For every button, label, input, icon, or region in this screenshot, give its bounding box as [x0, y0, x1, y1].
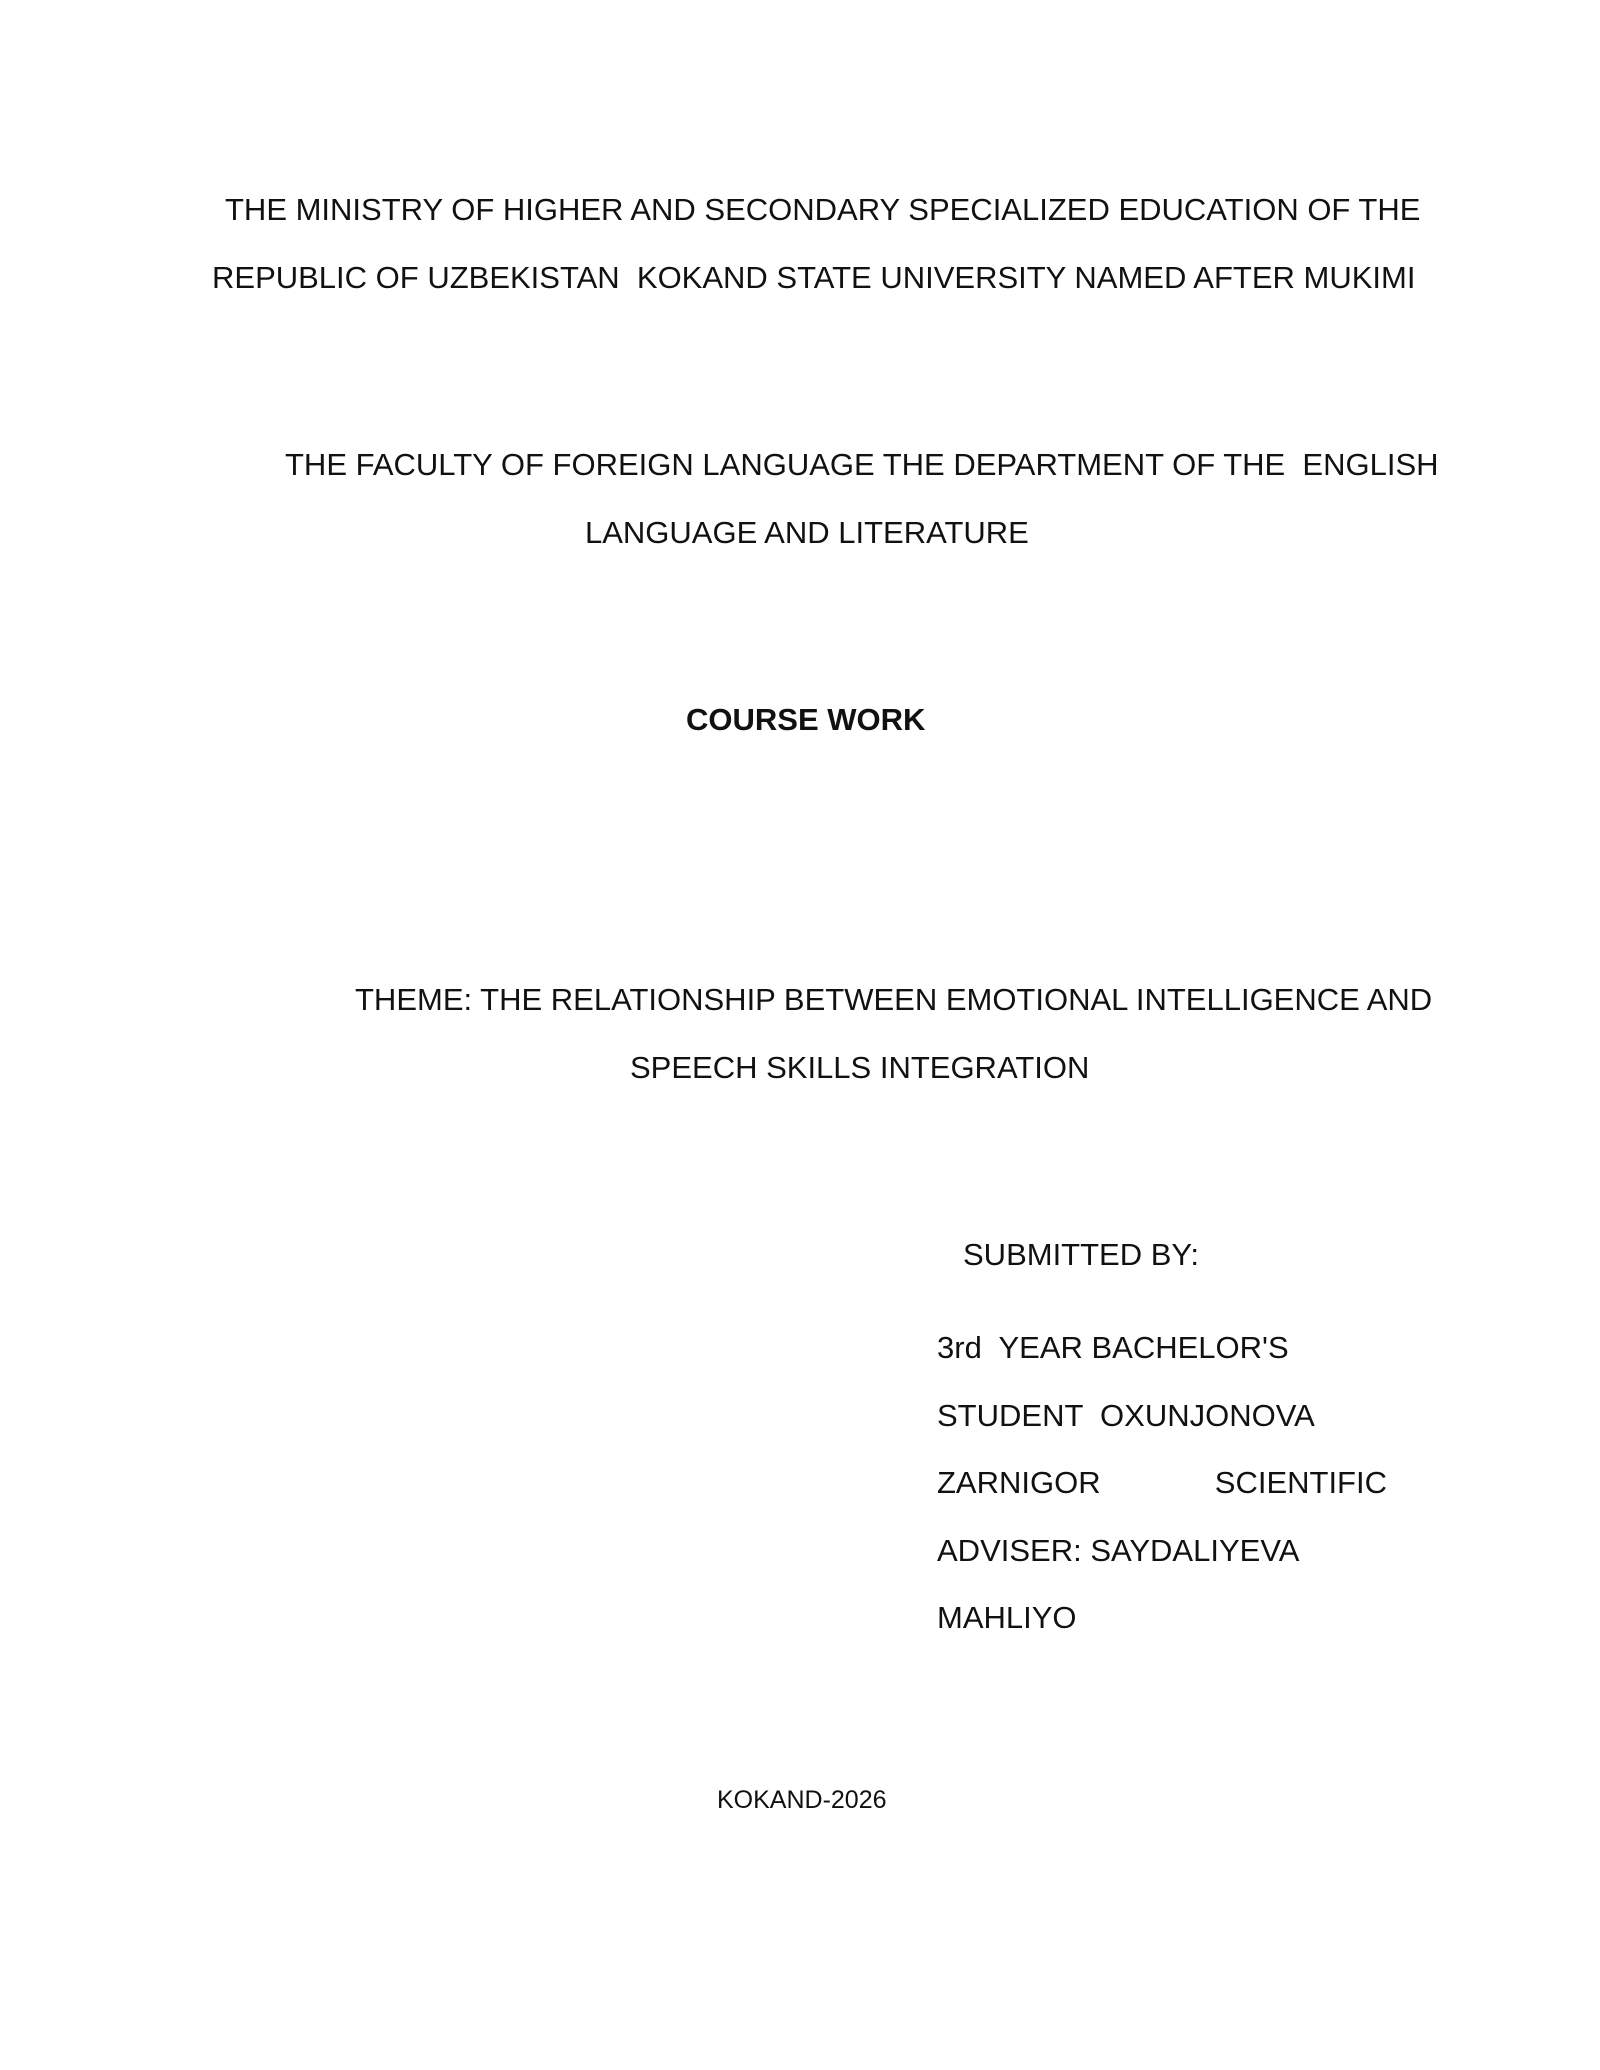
city-year: KOKAND-2026	[717, 1786, 887, 1814]
submission-line-4: ADVISER: SAYDALIYEVA	[937, 1533, 1300, 1568]
faculty-line-1: THE FACULTY OF FOREIGN LANGUAGE THE DEPARTMENT OF THE ENGLISH	[285, 447, 1439, 482]
theme-line-1: THEME: THE RELATIONSHIP BETWEEN EMOTIONAL INTELLIGENCE AND	[355, 982, 1433, 1017]
theme-line-2: SPEECH SKILLS INTEGRATION	[630, 1050, 1090, 1085]
submission-line-2: STUDENT OXUNJONOVA	[937, 1398, 1315, 1433]
doc-type-title: COURSE WORK	[686, 702, 926, 737]
submission-line-3-left: ZARNIGOR	[937, 1465, 1101, 1500]
submitted-by-heading: SUBMITTED BY:	[963, 1237, 1199, 1272]
ministry-line-1: THE MINISTRY OF HIGHER AND SECONDARY SPECIALIZED EDUCATION OF THE	[225, 192, 1421, 227]
submission-line-5: MAHLIYO	[937, 1600, 1077, 1635]
faculty-line-2: LANGUAGE AND LITERATURE	[585, 515, 1029, 550]
submission-line-3	[937, 1463, 1387, 1503]
submission-line-3-right: SCIENTIFIC	[1214, 1465, 1387, 1500]
ministry-line-2: REPUBLIC OF UZBEKISTAN KOKAND STATE UNIVERSITY NAMED AFTER MUKIMI	[212, 260, 1416, 295]
submission-line-1: 3rd YEAR BACHELOR'S	[937, 1330, 1289, 1365]
